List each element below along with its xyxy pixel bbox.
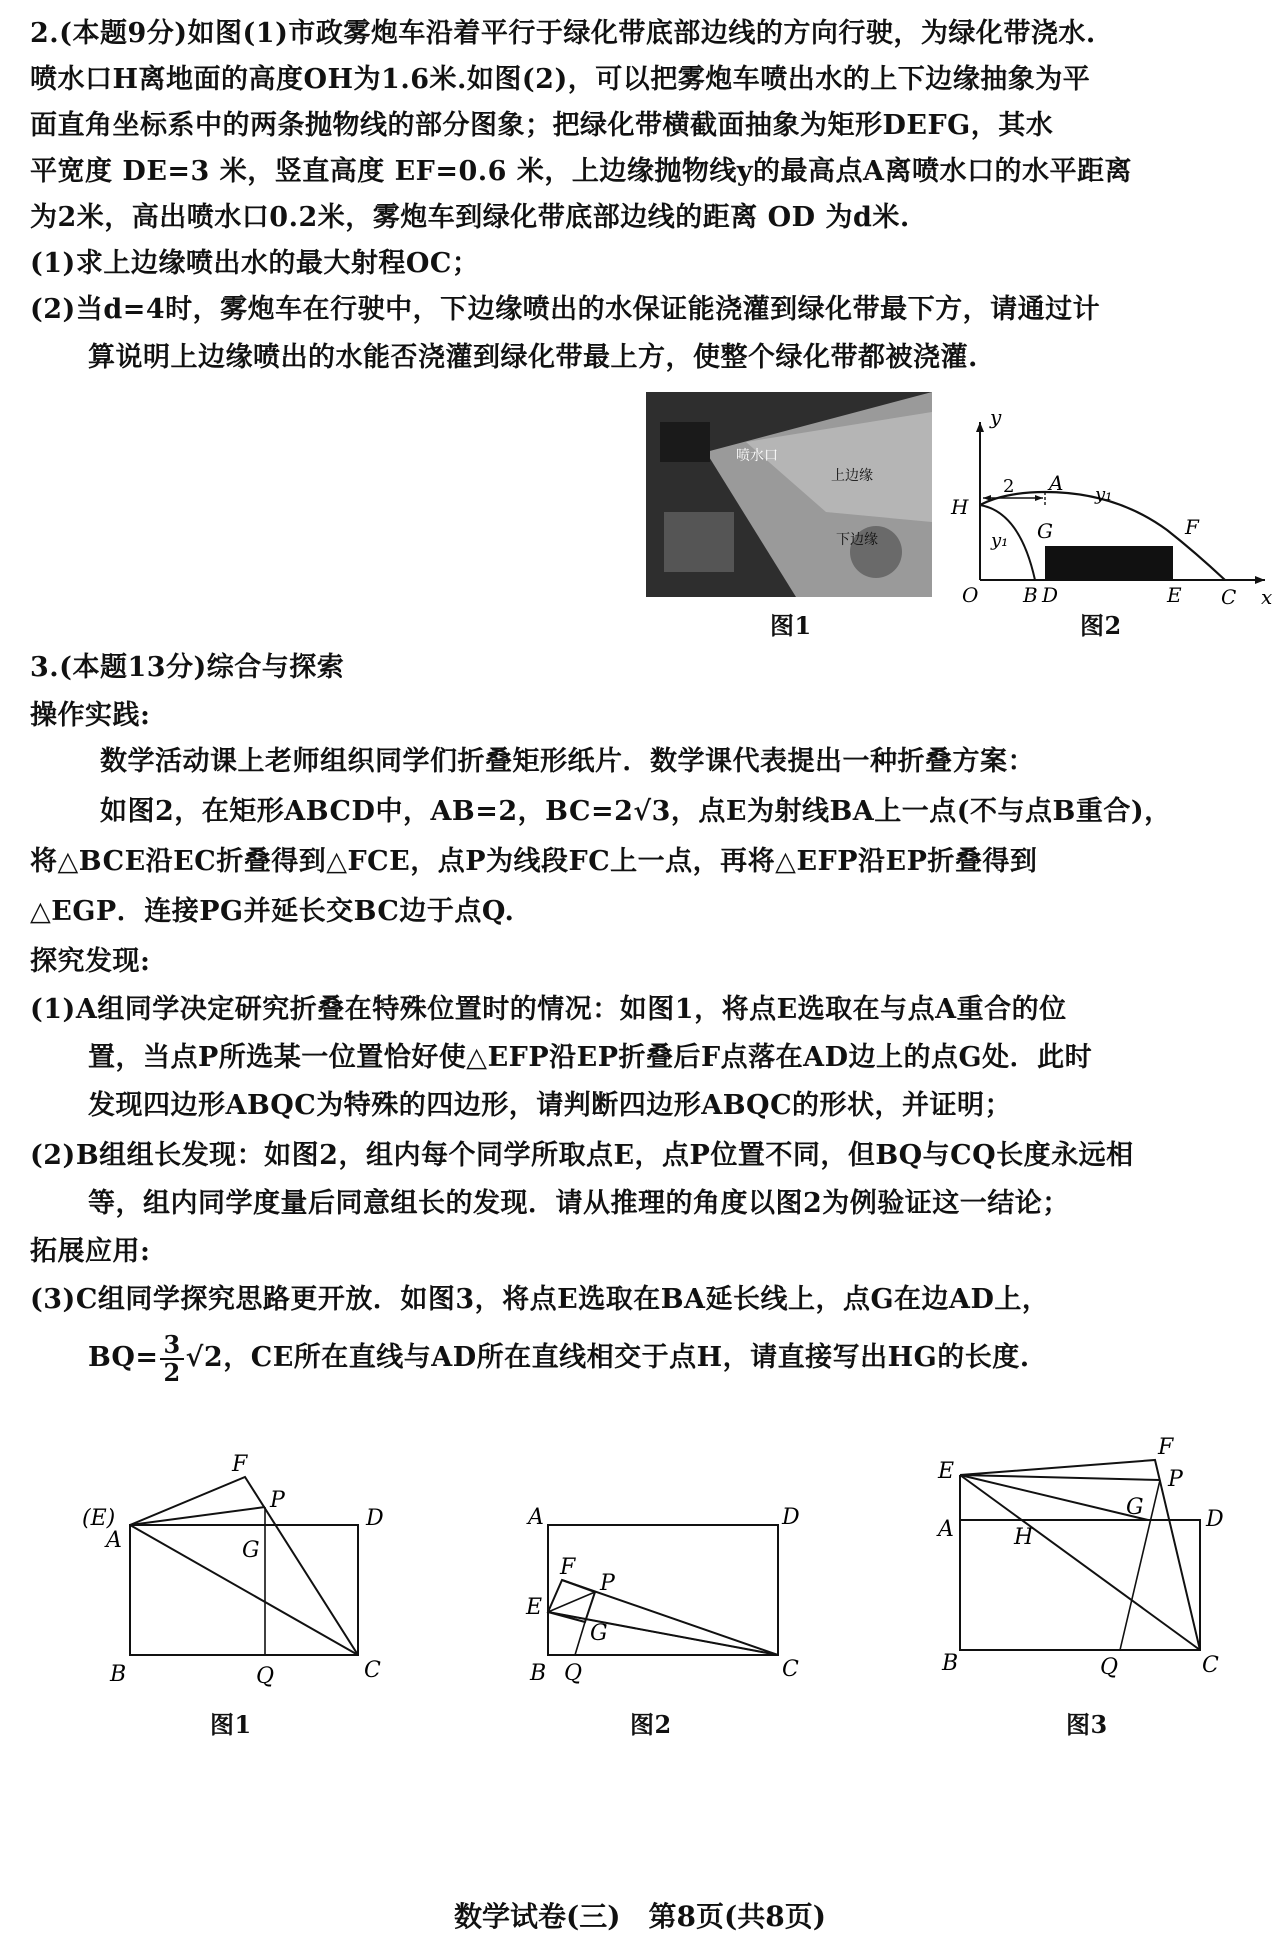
f1-label-B: B [110,1662,127,1687]
f3-label-A: A [938,1517,954,1542]
f1-label-E: (E) [82,1506,116,1531]
graph-label-O: O [962,583,979,607]
f2-label-C: C [782,1657,799,1682]
q23-part-1c: 发现四边形ABQC为特殊的四边形，请判断四边形ABQC的形状，并证明； [88,1090,1013,1121]
fraction-denominator: 2 [163,1357,181,1387]
f2-label-P: P [600,1571,615,1596]
q23-operation-heading: 操作实践: [30,700,151,731]
q23-op-line-1: 数学活动课上老师组织同学们折叠矩形纸片．数学课代表提出一种折叠方案： [100,746,1035,777]
graph-label-G: G [1037,519,1053,543]
f3-label-P: P [1168,1467,1183,1492]
f2-label-F: F [560,1555,576,1580]
photo-label-nozzle: 喷水口 [736,448,778,464]
q22-fig2-caption: 图2 [1080,611,1122,640]
q23-part-3a: (3)C组同学探究思路更开放．如图3，将点E选取在BA延长线上，点G在边AD上， [30,1284,1050,1315]
q22-part-1: (1)求上边缘喷出水的最大射程OC； [30,248,480,279]
f1-label-G: G [242,1538,260,1563]
f3-label-Q: Q [1100,1655,1119,1680]
q22-line-5: 为2米，高出喷水口0.2米，雾炮车到绿化带底部边线的距离 OD 为d米. [30,202,910,233]
graph-label-H: H [951,495,969,519]
fold-figure-2 [520,1490,820,1705]
f3-label-C: C [1202,1653,1219,1678]
graph-label-y1-lower: y₁ [991,530,1009,551]
graph-label-y: y [990,410,1002,429]
f3-label-G: G [1126,1495,1144,1520]
q23-part-3b-pre: BQ= [88,1342,159,1373]
fog-cannon-photo [646,392,932,597]
q23-explore-heading: 探究发现: [30,946,151,977]
f1-label-C: C [364,1658,381,1683]
f1-label-P: P [270,1488,285,1513]
f2-label-A: A [528,1505,544,1530]
f2-label-E: E [526,1595,543,1620]
q22-part-2b: 算说明上边缘喷出的水能否浇灌到绿化带最上方，使整个绿化带都被浇灌. [88,342,978,373]
f1-label-A: A [106,1528,122,1553]
f2-label-G: G [590,1621,608,1646]
graph-label-D: D [1042,583,1059,607]
q23-part-1b: 置，当点P所选某一位置恰好使△EFP沿EP折叠后F点落在AD边上的点G处．此时 [88,1042,1093,1073]
f2-label-Q: Q [564,1661,583,1686]
f3-label-B: B [942,1651,959,1676]
q22-fig1-caption: 图1 [770,611,812,640]
greenbelt-rect [1045,546,1173,580]
q22-parabola-graph [945,410,1275,610]
q23-part-2b: 等，组内同学度量后同意组长的发现．请从推理的角度以图2为例验证这一结论； [88,1188,1070,1219]
q22-part-2a: (2)当d=4时，雾炮车在行驶中，下边缘喷出的水保证能浇灌到绿化带最下方，请通过计 [30,294,1101,325]
q23-fig1-caption: 图1 [210,1710,252,1739]
graph-label-x: x [1261,585,1273,609]
q23-fig2-caption: 图2 [630,1710,672,1739]
q22-line-1: 2.(本题9分)如图(1)市政雾炮车沿着平行于绿化带底部边线的方向行驶，为绿化带浇水. [30,18,1096,49]
q23-part-1a: (1)A组同学决定研究折叠在特殊位置时的情况：如图1，将点E选取在与点A重合的位 [30,994,1067,1025]
q23-op-line-3: 将△BCE沿EC折叠得到△FCE，点P为线段FC上一点，再将△EFP沿EP折叠得到 [30,846,1038,877]
q23-part-2a: (2)B组组长发现：如图2，组内每个同学所取点E，点P位置不同，但BQ与CQ长度永远相 [30,1140,1134,1171]
photo-label-lower: 下边缘 [836,532,878,548]
graph-label-C: C [1221,585,1237,609]
graph-label-two: 2 [1003,476,1015,497]
q23-op-line-2: 如图2，在矩形ABCD中，AB=2，BC=2√3，点E为射线BA上一点(不与点B重合)， [100,796,1172,827]
f1-label-Q: Q [256,1664,275,1689]
q22-line-2: 喷水口H离地面的高度OH为1.6米.如图(2)，可以把雾炮车喷出水的上下边缘抽象为平 [30,64,1091,95]
f3-label-H: H [1014,1525,1034,1550]
q23-part-3b-post: √2，CE所在直线与AD所在直线相交于点H，请直接写出HG的长度. [185,1342,1030,1373]
q23-fig3-caption: 图3 [1066,1710,1108,1739]
f3-label-D: D [1206,1507,1224,1532]
f2-label-B: B [530,1661,547,1686]
graph-label-y1-upper: y₁ [1095,484,1113,505]
q23-extension-heading: 拓展应用: [30,1236,151,1267]
fold-figure-1 [70,1425,410,1705]
page-footer: 数学试卷(三) 第8页(共8页) [454,1900,826,1933]
q23-heading: 3.(本题13分)综合与探索 [30,652,345,683]
graph-label-A: A [1049,471,1064,495]
f3-label-F: F [1158,1435,1174,1460]
q23-part-3b [88,1328,1030,1388]
fraction-three-halves [160,1329,183,1387]
fold-figure-3 [930,1410,1260,1710]
f3-label-E: E [938,1459,955,1484]
graph-label-B: B [1023,583,1038,607]
f1-label-D: D [366,1506,384,1531]
graph-label-F: F [1185,515,1199,539]
f2-label-D: D [782,1505,800,1530]
f1-label-F: F [232,1452,248,1477]
q22-line-3: 面直角坐标系中的两条抛物线的部分图象；把绿化带横截面抽象为矩形DEFG，其水 [30,110,1054,141]
photo-label-upper: 上边缘 [831,468,873,484]
fraction-numerator: 3 [160,1332,183,1360]
q23-op-line-4: △EGP．连接PG并延长交BC边于点Q. [30,896,515,927]
graph-label-E: E [1167,583,1182,607]
q22-line-4: 平宽度 DE=3 米，竖直高度 EF=0.6 米，上边缘抛物线y的最高点A离喷水口的水平距离 [30,156,1132,187]
